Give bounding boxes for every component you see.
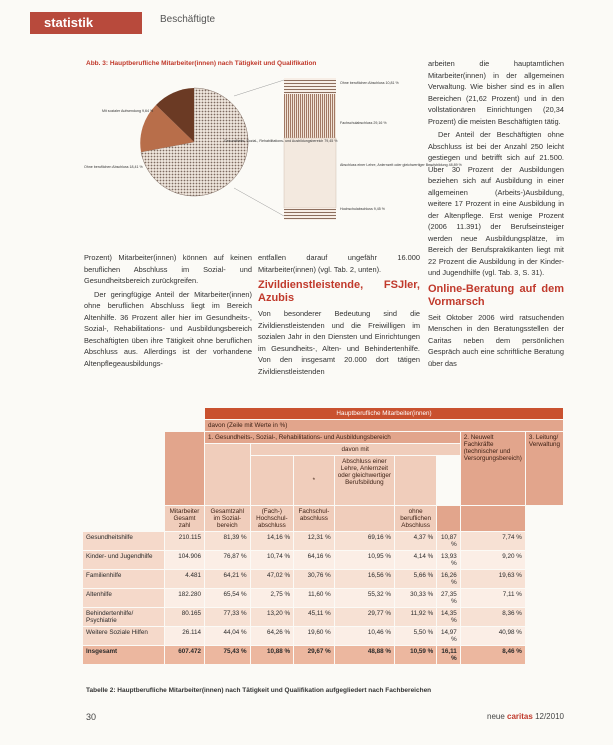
col-header-lehre: Abschluss einer Lehre, Anlernzeit oder gleichwertiger Berufsbildung [334, 456, 394, 506]
cell: 10,46 % [334, 627, 394, 646]
table-row [83, 608, 564, 627]
cell: 16,56 % [334, 570, 394, 589]
cell: 81,39 % [205, 532, 251, 551]
table-caption: Tabelle 2: Hauptberufliche Mitarbeiter(innen) nach Tätigkeit und Qualifikation aufgegliedert nach Fachbereichen [86, 687, 432, 694]
bar-segment-lehre [284, 138, 336, 208]
cell: 10,59 % [395, 646, 437, 665]
text-column-1 [84, 252, 252, 371]
cell: 64,16 % [294, 551, 335, 570]
cell: 8,36 % [460, 608, 525, 627]
cell: 4,14 % [395, 551, 437, 570]
row-label: Insgesamt [83, 646, 165, 665]
cell: 2,75 % [250, 589, 293, 608]
row-label: Behindertenhilfe/ Psychiatrie [83, 608, 165, 627]
group1-header: 1. Gesundheits-, Sozial-, Rehabilitations- und Ausbildungsbereich [205, 432, 461, 444]
pie-label-1: Mit sozialer Aufwendung 9,64 % [102, 109, 154, 113]
cell: 10,74 % [250, 551, 293, 570]
col-header-sozial: Gesamtzahl im Sozial- bereich [205, 506, 251, 532]
table-row [83, 532, 564, 551]
cell: 11,92 % [395, 608, 437, 627]
table-subtitle: davon (Zeile mit Werte in %) [205, 420, 564, 432]
figure-caption: Abb. 3: Hauptberufliche Mitarbeiter(innen) nach Tätigkeit und Qualifikation [86, 60, 317, 67]
table-row [83, 627, 564, 646]
table-row [83, 589, 564, 608]
cell: 26.114 [165, 627, 205, 646]
cell: 16,26 % [437, 570, 461, 589]
paragraph: arbeiten die hauptamtlichen Mitarbeiter(innen) in der allgemeinen Verwaltung. Wie bisher sind es in allen Bereichen (21,62 Prozent) und in den vollstationären Einrichtungen (20,34 Prozent) die meisten Beschäftigten tätig. [428, 59, 564, 126]
col-header-fachschul: Fachschul- abschluss [294, 506, 335, 532]
issue-number: 12/2010 [535, 712, 564, 721]
cell: 5,66 % [395, 570, 437, 589]
brand-name: caritas [507, 712, 533, 721]
cell: 182.280 [165, 589, 205, 608]
bar-segment-fachschul [284, 94, 336, 138]
cell: 10,88 % [250, 646, 293, 665]
text-column-2 [258, 252, 420, 379]
cell: 64,26 % [250, 627, 293, 646]
row-label: Weitere Soziale Hilfen [83, 627, 165, 646]
paragraph: Seit Oktober 2006 wird ratsuchenden Menschen in den Beratungsstellen der Caritas neben dem persönlichen Gespräch auch eine schriftliche Beratung über das [428, 312, 564, 368]
table-total-row [83, 646, 564, 665]
cell: 55,32 % [334, 589, 394, 608]
pie-bar-figure [84, 68, 462, 228]
col-header-gesamt: Mitarbeiter Gesamt zahl [165, 506, 205, 532]
cell: 10,95 % [334, 551, 394, 570]
cell: 40,98 % [460, 627, 525, 646]
cell: 5,50 % [395, 627, 437, 646]
cell: 47,02 % [250, 570, 293, 589]
row-label: Familienhilfe [83, 570, 165, 589]
bar-label-3: Abschluss einer Lehre, Anlernzeit oder gleichwertiger Berufsbildung 48,89 % [340, 163, 462, 167]
cell: 8,46 % [460, 646, 525, 665]
text-column-3 [428, 58, 564, 371]
cell: 48,88 % [334, 646, 394, 665]
bar-segment-ohne [284, 208, 336, 220]
pie-label-2: Ohne beruflichen Abschluss 18,41 % [84, 165, 143, 169]
cell: 13,93 % [437, 551, 461, 570]
paragraph: Der Anteil der Beschäftigten ohne Abschluss ist bei der Anzahl 250 leicht gestiegen und betrifft sich auf 21.500. Über 30 Prozent der Ausbildungen beziehen sich auf Ausbildung in einer allgemeinen (Arbeits-)Ausbildung, weitere 17 Prozent in eine Ausbildung in der Altenpflege. Erst wenige Prozent (2006 11.391) der Berufseinsteiger werden neue Ausbildungsplätze, im Bereich der Berufspraktikanten liegt mit 22 Prozent die Ausbildung in der Kinder- und Jugendhilfe (vgl. Tab. 3, S. 31). [428, 130, 564, 277]
cell: 14,35 % [437, 608, 461, 627]
cell: 19,63 % [460, 570, 525, 589]
cell: 7,11 % [460, 589, 525, 608]
col-header-hochschul: (Fach-) Hochschul- abschluss [250, 506, 293, 532]
row-label: Altenhilfe [83, 589, 165, 608]
cell: 27,35 % [437, 589, 461, 608]
section-subtitle: Beschäftigte [160, 14, 216, 25]
cell: 45,11 % [294, 608, 335, 627]
cell: 75,43 % [205, 646, 251, 665]
paragraph: entfallen darauf ungefähr 16.000 Mitarbeiter(innen) (vgl. Tab. 2, unten). [258, 253, 420, 274]
cell: 13,20 % [250, 608, 293, 627]
table-row [83, 570, 564, 589]
cell: 30,33 % [395, 589, 437, 608]
cell: 64,21 % [205, 570, 251, 589]
cell: 4.481 [165, 570, 205, 589]
paragraph: Prozent) Mitarbeiter(innen) können auf keinen beruflichen Abschluss im Sozial- und Gesundheitsbereich zurückgreifen. [84, 253, 252, 285]
table-row [83, 551, 564, 570]
cell: 607.472 [165, 646, 205, 665]
cell: 9,20 % [460, 551, 525, 570]
pie-label-3: Gesundheits- Sozial-, Rehabilitations- und Ausbildungsbereich 79,45 % [224, 139, 338, 143]
group2-header: 2. Neuwelt Fachkräfte (technischer und Versorgungsbereich) [460, 432, 525, 506]
section-heading: Zivildienstleistende, FSJler, Azubis [258, 279, 420, 304]
section-heading: Online-Beratung auf dem Vormarsch [428, 282, 564, 308]
paragraph: Von besonderer Bedeutung sind die Zivildienstleistenden und die Freiwilligen im sozialen Jahr in den Diensten und Einrichtungen im Gesundheits-, Alten- und Behindertenhilfe. Von den insgesamt 20.000 dort tätigen Zivildienstleistenden [258, 309, 420, 376]
bar-label-4: Hochschulabschluss 9,45 % [340, 207, 385, 211]
brand-prefix: neue [487, 712, 508, 721]
cell: 80.165 [165, 608, 205, 627]
cell: 29,67 % [294, 646, 335, 665]
cell: 19,60 % [294, 627, 335, 646]
table-title: Hauptberufliche Mitarbeiter(innen) [205, 408, 564, 420]
page-number: 30 [86, 712, 97, 722]
bar-label-2: Fachschulabschluss 29,16 % [340, 121, 387, 125]
cell: 16,11 % [437, 646, 461, 665]
cell: 104.906 [165, 551, 205, 570]
cell: 69,16 % [334, 532, 394, 551]
col-header-ohne: ohne beruflichen Abschluss [395, 506, 437, 532]
cell: 14,97 % [437, 627, 461, 646]
cell: 210.115 [165, 532, 205, 551]
cell: 10,87 % [437, 532, 461, 551]
cell: 7,74 % [460, 532, 525, 551]
cell: 76,87 % [205, 551, 251, 570]
cell: 44,04 % [205, 627, 251, 646]
row-label: Gesundheitshilfe [83, 532, 165, 551]
cell: 14,16 % [250, 532, 293, 551]
star-mark: * [294, 456, 335, 506]
bar-segment-hochschul [284, 78, 336, 94]
publication-brand [487, 712, 564, 721]
section-badge: statistik [30, 12, 142, 34]
cell: 65,54 % [205, 589, 251, 608]
cell: 30,76 % [294, 570, 335, 589]
cell: 12,31 % [294, 532, 335, 551]
row-label: Kinder- und Jugendhilfe [83, 551, 165, 570]
bar-label-1: Ohne beruflichen Abschluss 10,81 % [340, 81, 399, 85]
cell: 4,37 % [395, 532, 437, 551]
staff-table [82, 407, 564, 665]
cell: 77,33 % [205, 608, 251, 627]
cell: 11,60 % [294, 589, 335, 608]
davon-header: davon mit [250, 444, 460, 456]
group3-header: 3. Leitung/ Verwaltung [525, 432, 563, 506]
paragraph: Der geringfügige Anteil der Mitarbeiter(innen) ohne beruflichen Abschluss liegt im Bereich Altenhilfe. 36 Prozent aller hier im Gesundheits-, Sozial-, Rehabilitations- und Ausbildungsbereich Beschäftigten üben ihre Tätigkeit ohne beruflichen Abschluss aus. Allerdings ist der vorhandene Altenpflegeausbildungs- [84, 289, 252, 368]
cell: 29,77 % [334, 608, 394, 627]
